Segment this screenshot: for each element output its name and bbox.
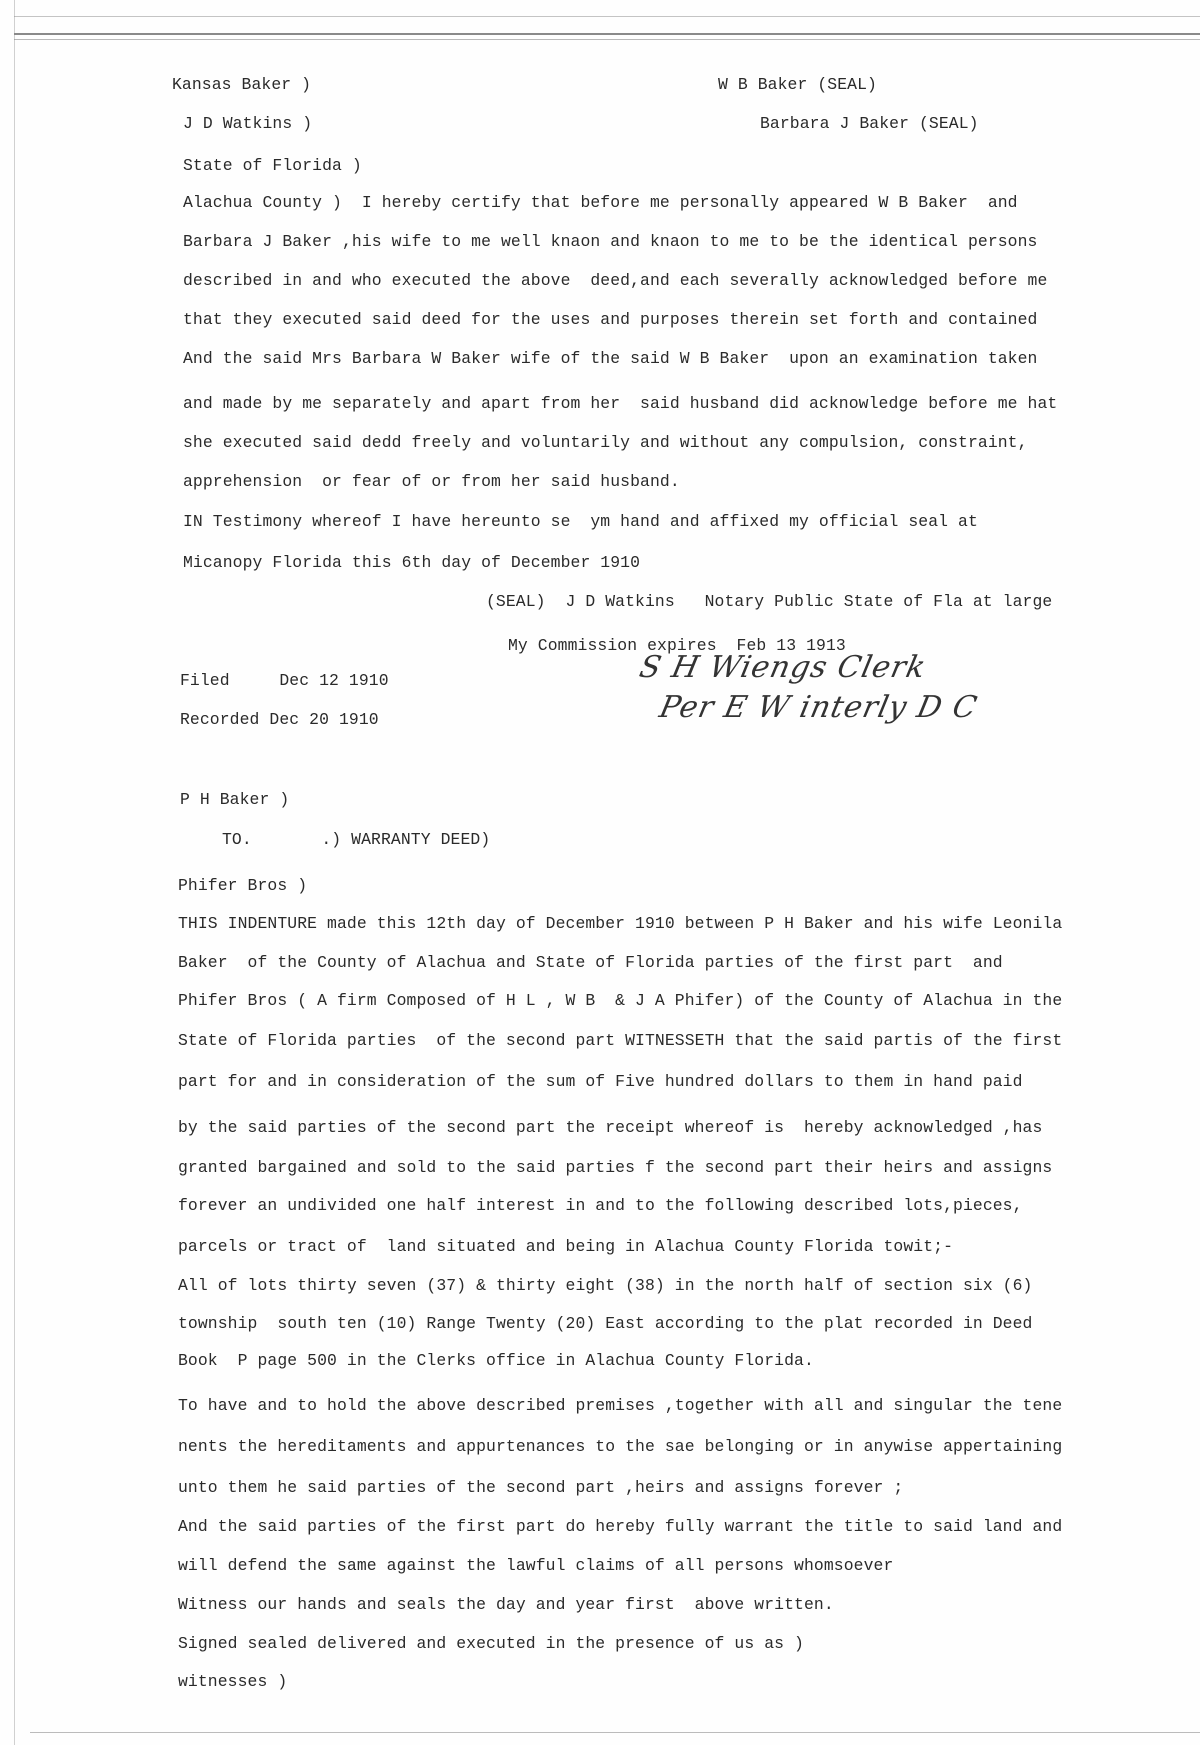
text-line: Micanopy Florida this 6th day of December 1910 bbox=[183, 553, 641, 572]
text-line: My Commission expires Feb 13 1913 bbox=[508, 636, 846, 655]
top-rule-thin bbox=[14, 16, 1200, 17]
deputy-clerk-signature: Per E W interly D C bbox=[656, 690, 981, 725]
clerk-signature: S H Wiengs Clerk bbox=[636, 650, 930, 685]
page-edge-left bbox=[14, 0, 15, 1745]
page-edge-bottom bbox=[30, 1732, 1200, 1733]
text-line: unto them he said parties of the second part ,heirs and assigns forever ; bbox=[178, 1478, 904, 1497]
text-line: by the said parties of the second part the receipt whereof is hereby acknowledged ,has bbox=[178, 1118, 1043, 1137]
top-rule-lower bbox=[14, 39, 1200, 40]
text-line: described in and who executed the above deed,and each severally acknowledged before me bbox=[183, 271, 1048, 290]
text-line: apprehension or fear of or from her said husband. bbox=[183, 472, 680, 491]
text-line: Recorded Dec 20 1910 bbox=[180, 710, 379, 729]
text-line: All of lots thirty seven (37) & thirty eight (38) in the north half of section six (6) bbox=[178, 1276, 1033, 1295]
text-line: forever an undivided one half interest in and to the following described lots,pieces, bbox=[178, 1196, 1023, 1215]
text-line: Book P page 500 in the Clerks office in Alachua County Florida. bbox=[178, 1351, 814, 1370]
text-line: TO. .) WARRANTY DEED) bbox=[222, 830, 491, 849]
text-line: will defend the same against the lawful claims of all persons whomsoever bbox=[178, 1556, 894, 1575]
text-line: parcels or tract of land situated and being in Alachua County Florida towit;- bbox=[178, 1237, 954, 1256]
text-line: State of Florida ) bbox=[183, 156, 362, 175]
text-line: she executed said dedd freely and voluntarily and without any compulsion, constraint, bbox=[183, 433, 1028, 452]
text-line: that they executed said deed for the uses and purposes therein set forth and contained bbox=[183, 310, 1038, 329]
text-line: IN Testimony whereof I have hereunto se ym hand and affixed my official seal at bbox=[183, 512, 978, 531]
text-line: Filed Dec 12 1910 bbox=[180, 671, 389, 690]
text-line: (SEAL) J D Watkins Notary Public State of Fla at large bbox=[486, 592, 1053, 611]
text-line: State of Florida parties of the second part WITNESSETH that the said partis of the first bbox=[178, 1031, 1063, 1050]
text-line: Kansas Baker ) bbox=[172, 75, 312, 94]
text-line: Phifer Bros ( A firm Composed of H L , W B & J A Phifer) of the County of Alachua in the bbox=[178, 991, 1063, 1010]
text-line: THIS INDENTURE made this 12th day of December 1910 between P H Baker and his wife Leonila bbox=[178, 914, 1063, 933]
text-line: witnesses ) bbox=[178, 1672, 288, 1691]
text-line: township south ten (10) Range Twenty (20) East according to the plat recorded in Deed bbox=[178, 1314, 1033, 1333]
text-line: Barbara J Baker ,his wife to me well knaon and knaon to me to be the identical persons bbox=[183, 232, 1038, 251]
text-line: W B Baker (SEAL) bbox=[718, 75, 877, 94]
text-line: part for and in consideration of the sum of Five hundred dollars to them in hand paid bbox=[178, 1072, 1023, 1091]
text-line: granted bargained and sold to the said parties f the second part their heirs and assigns bbox=[178, 1158, 1053, 1177]
text-line: Witness our hands and seals the day and year first above written. bbox=[178, 1595, 834, 1614]
top-rule bbox=[14, 33, 1200, 35]
text-line: J D Watkins ) bbox=[183, 114, 313, 133]
text-line: nents the hereditaments and appurtenances to the sae belonging or in anywise appertaining bbox=[178, 1437, 1063, 1456]
text-line: P H Baker ) bbox=[180, 790, 290, 809]
text-line: To have and to hold the above described premises ,together with all and singular the tene bbox=[178, 1396, 1063, 1415]
text-line: and made by me separately and apart from her said husband did acknowledge before me hat bbox=[183, 394, 1058, 413]
text-line: Signed sealed delivered and executed in the presence of us as ) bbox=[178, 1634, 804, 1653]
text-line: Baker of the County of Alachua and State of Florida parties of the first part and bbox=[178, 953, 1003, 972]
text-line: And the said Mrs Barbara W Baker wife of the said W B Baker upon an examination taken bbox=[183, 349, 1038, 368]
text-line: And the said parties of the first part do hereby fully warrant the title to said land and bbox=[178, 1517, 1063, 1536]
text-line: Alachua County ) I hereby certify that before me personally appeared W B Baker and bbox=[183, 193, 1018, 212]
text-line: Phifer Bros ) bbox=[178, 876, 308, 895]
text-line: Barbara J Baker (SEAL) bbox=[760, 114, 979, 133]
